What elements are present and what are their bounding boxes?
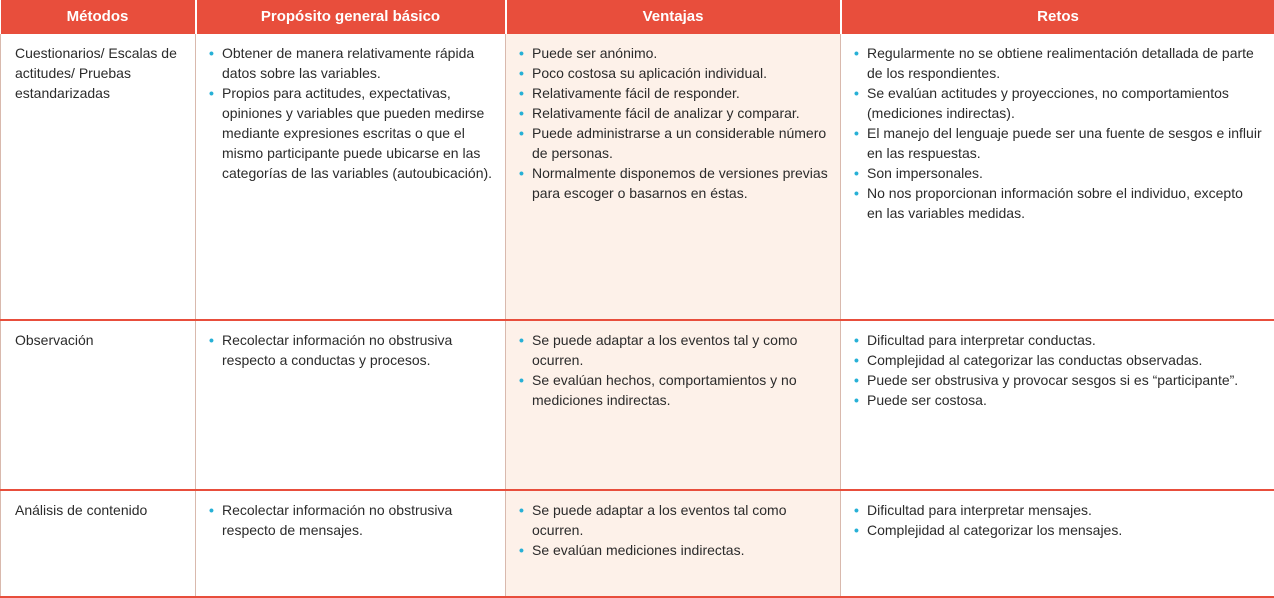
- challenges-cell: [841, 490, 1274, 597]
- challenges-cell: [841, 320, 1274, 490]
- bullet-icon: •: [519, 45, 524, 61]
- bullet-icon: •: [519, 65, 524, 81]
- list-item: • Poco costosa su aplicación individual.: [519, 65, 768, 81]
- method-name: Cuestionarios/ Escalas de actitudes/ Pruebas estandarizadas: [15, 45, 177, 101]
- bullet-icon: •: [209, 332, 214, 348]
- bullet-icon: •: [854, 522, 859, 538]
- list-item: • Se evalúan mediciones indirectas.: [519, 542, 745, 558]
- bullet-icon: •: [854, 45, 859, 61]
- table-row: [1, 490, 1274, 597]
- list-item: • Se evalúan hechos, comportamientos y no mediciones indirectas.: [519, 372, 797, 408]
- list-item: • Puede ser costosa.: [854, 392, 987, 408]
- bullet-icon: •: [519, 85, 524, 101]
- list-item: • Se puede adaptar a los eventos tal y como ocurren.: [519, 332, 798, 368]
- list-item: • Regularmente no se obtiene realimentación detallada de parte de los respondientes.: [854, 45, 1254, 81]
- bullet-icon: •: [209, 85, 214, 101]
- challenges-cell: [841, 34, 1274, 320]
- advantages-cell: [506, 490, 841, 597]
- bullet-icon: •: [209, 502, 214, 518]
- bullet-icon: •: [854, 165, 859, 181]
- bullet-icon: •: [519, 332, 524, 348]
- table-row: [1, 320, 1274, 490]
- list-item: • Se evalúan actitudes y proyecciones, no comportamientos (mediciones indirectas).: [854, 85, 1229, 121]
- bullet-icon: •: [519, 372, 524, 388]
- header-ventajas: Ventajas: [506, 0, 841, 34]
- list-item: • Puede ser obstrusiva y provocar sesgos si es “participante”.: [854, 372, 1239, 388]
- method-cell: [1, 34, 196, 320]
- bullet-icon: •: [854, 125, 859, 141]
- list-item: • Recolectar información no obstrusiva respecto a conductas y procesos.: [209, 332, 453, 368]
- bullet-icon: •: [519, 165, 524, 181]
- list-item: • El manejo del lenguaje puede ser una fuente de sesgos e influir en las respuestas.: [854, 125, 1262, 161]
- method-name: Observación: [15, 332, 94, 348]
- list-item: • Propios para actitudes, expectativas, opiniones y variables que pueden medirse mediante expresiones escritas o que el mismo participante puede ubicarse en las categorías de las variables (autoubicación).: [209, 85, 493, 181]
- method-cell: [1, 490, 196, 597]
- list-item: • Normalmente disponemos de versiones previas para escoger o basarnos en éstas.: [519, 165, 828, 201]
- purpose-cell: [196, 490, 506, 597]
- bullet-icon: •: [209, 45, 214, 61]
- list-item: • Complejidad al categorizar los mensajes.: [854, 522, 1123, 538]
- table-row: [1, 34, 1274, 320]
- bullet-icon: •: [854, 372, 859, 388]
- header-row: [1, 0, 1274, 34]
- bullet-icon: •: [854, 392, 859, 408]
- bullet-icon: •: [519, 105, 524, 121]
- bullet-icon: •: [519, 502, 524, 518]
- header-proposito: Propósito general básico: [196, 0, 506, 34]
- list-item: • Puede ser anónimo.: [519, 45, 658, 61]
- list-item: • Dificultad para interpretar mensajes.: [854, 502, 1092, 518]
- bullet-icon: •: [854, 85, 859, 101]
- header-metodos: Métodos: [1, 0, 196, 34]
- bullet-icon: •: [854, 502, 859, 518]
- list-item: • Obtener de manera relativamente rápida datos sobre las variables.: [209, 45, 475, 81]
- bullet-icon: •: [854, 352, 859, 368]
- advantages-cell: [506, 320, 841, 490]
- bullet-icon: •: [519, 125, 524, 141]
- bullet-icon: •: [519, 542, 524, 558]
- bullet-icon: •: [854, 185, 859, 201]
- list-item: • Puede administrarse a un considerable número de personas.: [519, 125, 827, 161]
- list-item: • Se puede adaptar a los eventos tal como ocurren.: [519, 502, 787, 538]
- list-item: • Complejidad al categorizar las conductas observadas.: [854, 352, 1203, 368]
- purpose-cell: [196, 34, 506, 320]
- list-item: • Relativamente fácil de responder.: [519, 85, 740, 101]
- list-item: • Recolectar información no obstrusiva respecto de mensajes.: [209, 502, 453, 538]
- list-item: • Dificultad para interpretar conductas.: [854, 332, 1096, 348]
- advantages-cell: [506, 34, 841, 320]
- header-retos: Retos: [841, 0, 1274, 34]
- method-cell: [1, 320, 196, 490]
- list-item: • No nos proporcionan información sobre el individuo, excepto en las variables medidas.: [854, 185, 1243, 221]
- purpose-cell: [196, 320, 506, 490]
- method-name: Análisis de contenido: [15, 502, 148, 518]
- list-item: • Son impersonales.: [854, 165, 983, 181]
- bullet-icon: •: [854, 332, 859, 348]
- list-item: • Relativamente fácil de analizar y comparar.: [519, 105, 800, 121]
